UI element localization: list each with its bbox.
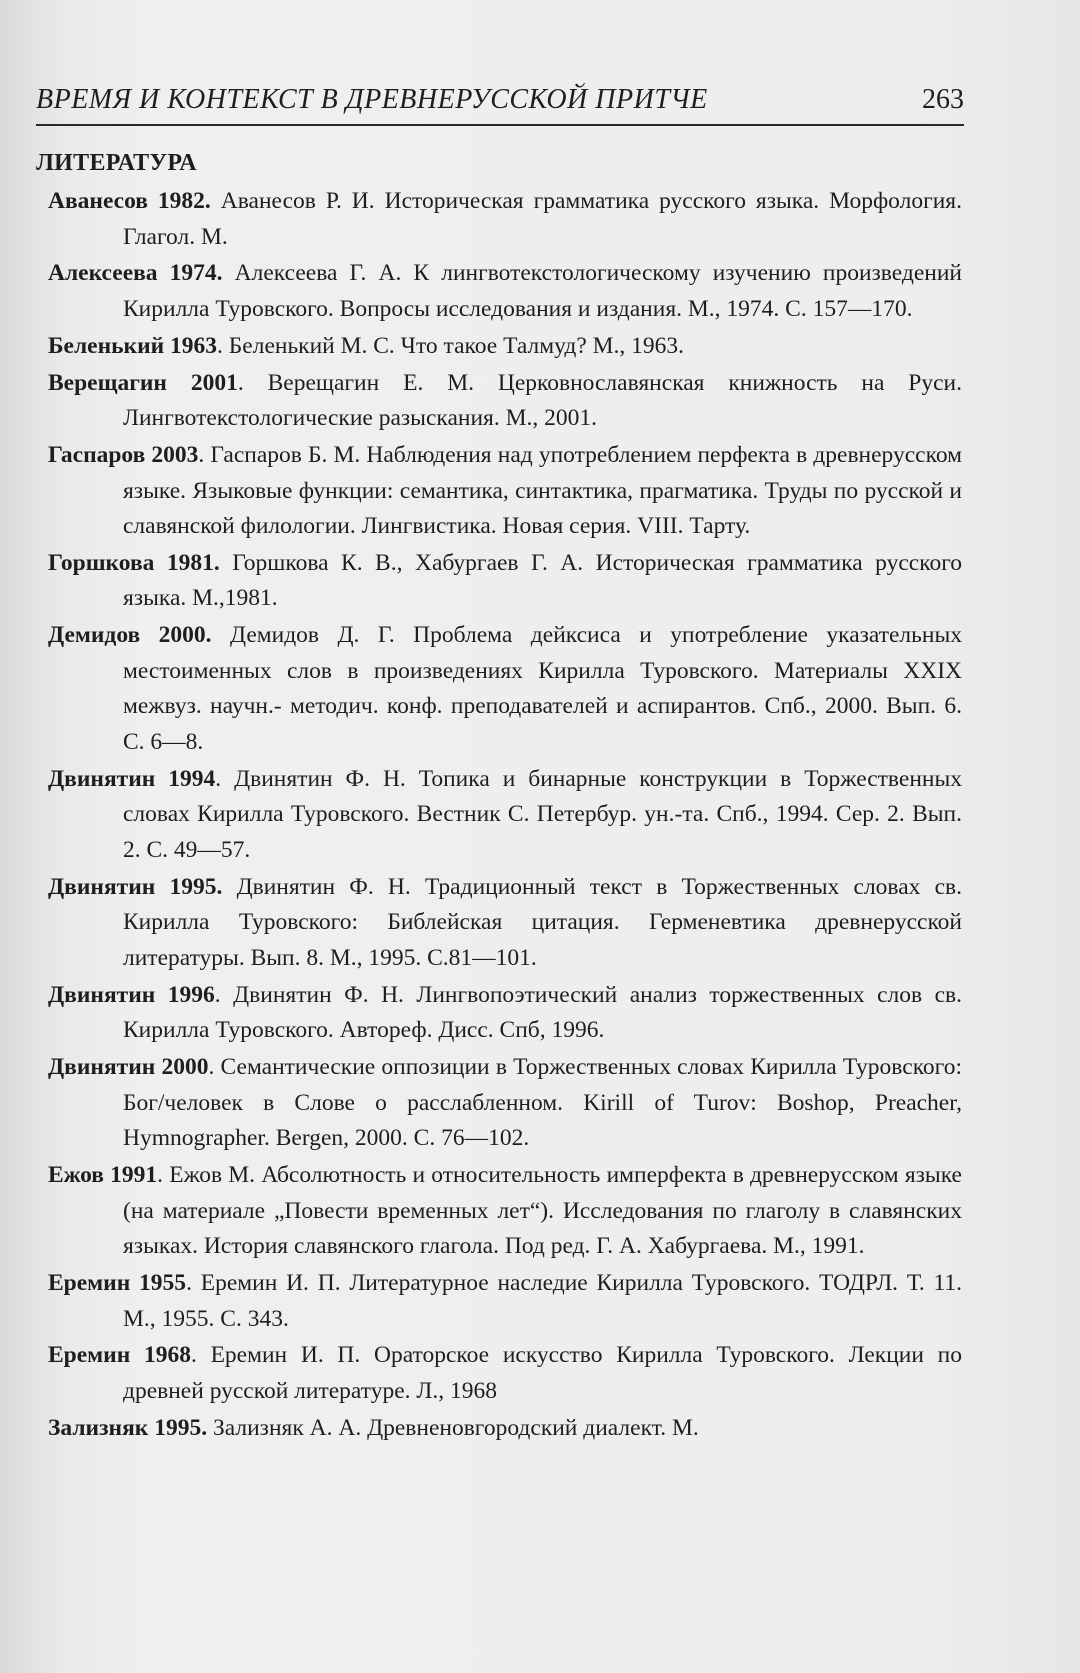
- reference-key: Двинятин 1994: [48, 765, 216, 792]
- reference-entry: [48, 618, 962, 760]
- reference-key: Гаспаров 2003: [48, 441, 199, 468]
- reference-entry: [48, 1158, 962, 1265]
- reference-text: Двинятин Ф. Н. Традиционный текст в Торжественных словах св. Кирилла Туровского: Библейская цитация. Герменевтика древнерусской литературы. Вып. 8. М., 1995. С.81—101.: [123, 873, 962, 971]
- reference-entry: [48, 1050, 962, 1157]
- reference-key: Демидов 2000.: [48, 622, 212, 649]
- reference-text: Зализняк А. А. Древненовгородский диалект. М.: [207, 1414, 699, 1441]
- reference-key: Двинятин 1996: [48, 981, 215, 1008]
- reference-text: . Двинятин Ф. Н. Топика и бинарные конструкции в Торжественных словах Кирилла Туровского. Вестник С. Петербур. ун.-та. Спб., 1994. Сер. 2. Вып. 2. С. 49—57.: [123, 765, 963, 863]
- reference-key: Горшкова 1981.: [48, 549, 220, 576]
- reference-key: Двинятин 2000: [48, 1054, 209, 1081]
- reference-entry: [48, 366, 962, 437]
- reference-entry: [48, 762, 962, 869]
- reference-key: Двинятин 1995.: [48, 873, 223, 900]
- reference-text: . Семантические оппозиции в Торжественных словах Кирилла Туровского: Бог/человек в Слове о расслабленном. Kirill of Turov: Boshop, Preacher, Hymnographer. Bergen, 2000. С. 76—102.: [123, 1054, 962, 1152]
- reference-text: Аванесов Р. И. Историческая грамматика русского языка. Морфология. Глагол. М.: [123, 188, 962, 250]
- reference-entry: [48, 438, 962, 545]
- reference-key: Аванесов 1982.: [48, 188, 211, 214]
- reference-entry: [48, 1338, 962, 1409]
- reference-key: Беленький 1963: [48, 332, 218, 359]
- reference-text: . Еремин И. П. Литературное наследие Кирилла Туровского. ТОДРЛ. Т. 11. М., 1955. С. 343.: [123, 1270, 962, 1332]
- running-title: ВРЕМЯ И КОНТЕКСТ В ДРЕВНЕРУССКОЙ ПРИТЧЕ: [36, 84, 708, 115]
- section-heading: ЛИТЕРАТУРА: [36, 150, 197, 176]
- reference-entry: [48, 870, 962, 977]
- reference-key: Зализняк 1995.: [48, 1414, 208, 1441]
- reference-key: Верещагин 2001: [48, 369, 238, 396]
- reference-text: . Еремин И. П. Ораторское искусство Кирилла Туровского. Лекции по древней русской литературе. Л., 1968: [123, 1342, 962, 1405]
- reference-entry: [48, 546, 962, 617]
- reference-entry: [48, 256, 962, 327]
- reference-entry: [48, 1266, 962, 1337]
- reference-entry: [48, 184, 962, 255]
- reference-key: Еремин 1955: [48, 1270, 187, 1297]
- reference-text: Демидов Д. Г. Проблема дейксиса и употребление указательных местоименных слов в произведениях Кирилла Туровского. Материалы XXIX межвуз. научн.- методич. конф. преподавателей и аспирантов. Спб., 2000. Вып. 6. С. 6—8.: [123, 622, 962, 756]
- reference-text: . Двинятин Ф. Н. Лингвопоэтический анализ торжественных слов св. Кирилла Туровского. Автореф. Дисс. Спб, 1996.: [123, 981, 962, 1044]
- reference-text: Горшкова К. В., Хабургаев Г. А. Историческая грамматика русского языка. М.,1981.: [123, 549, 962, 612]
- reference-text: . Гаспаров Б. М. Наблюдения над употреблением перфекта в древнерусском языке. Языковые функции: семантика, синтактика, прагматика. Труды по русской и славянской филологии. Лингвистика. Новая серия. VIII. Тарту.: [123, 441, 962, 540]
- reference-text: Алексеева Г. А. К лингвотекстологическому изучению произведений Кирилла Туровского. Вопросы исследования и издания. М., 1974. С. 157—170.: [123, 260, 963, 322]
- reference-entry: [48, 329, 962, 365]
- reference-entry: [48, 978, 962, 1049]
- reference-text: . Ежов М. Абсолютность и относительность имперфекта в древнерусском языке (на материале „Повести временных лет“). Исследования по глаголу в славянских языках. История славянского глагола. Под ред. Г. А. Хабургаева. М., 1991.: [123, 1162, 962, 1260]
- reference-text: . Беленький М. С. Что такое Талмуд? М., 1963.: [217, 332, 685, 359]
- reference-key: Ежов 1991: [48, 1162, 158, 1189]
- running-header: [36, 84, 964, 126]
- page-number: 263: [922, 84, 964, 115]
- reference-entry: [48, 1411, 962, 1447]
- reference-key: Алексеева 1974.: [48, 260, 223, 287]
- reference-list: [48, 184, 962, 1448]
- reference-text: . Верещагин Е. М. Церковнославянская книжность на Руси. Лингвотекстологические разыскания. М., 2001.: [123, 369, 962, 432]
- reference-key: Еремин 1968: [48, 1342, 191, 1369]
